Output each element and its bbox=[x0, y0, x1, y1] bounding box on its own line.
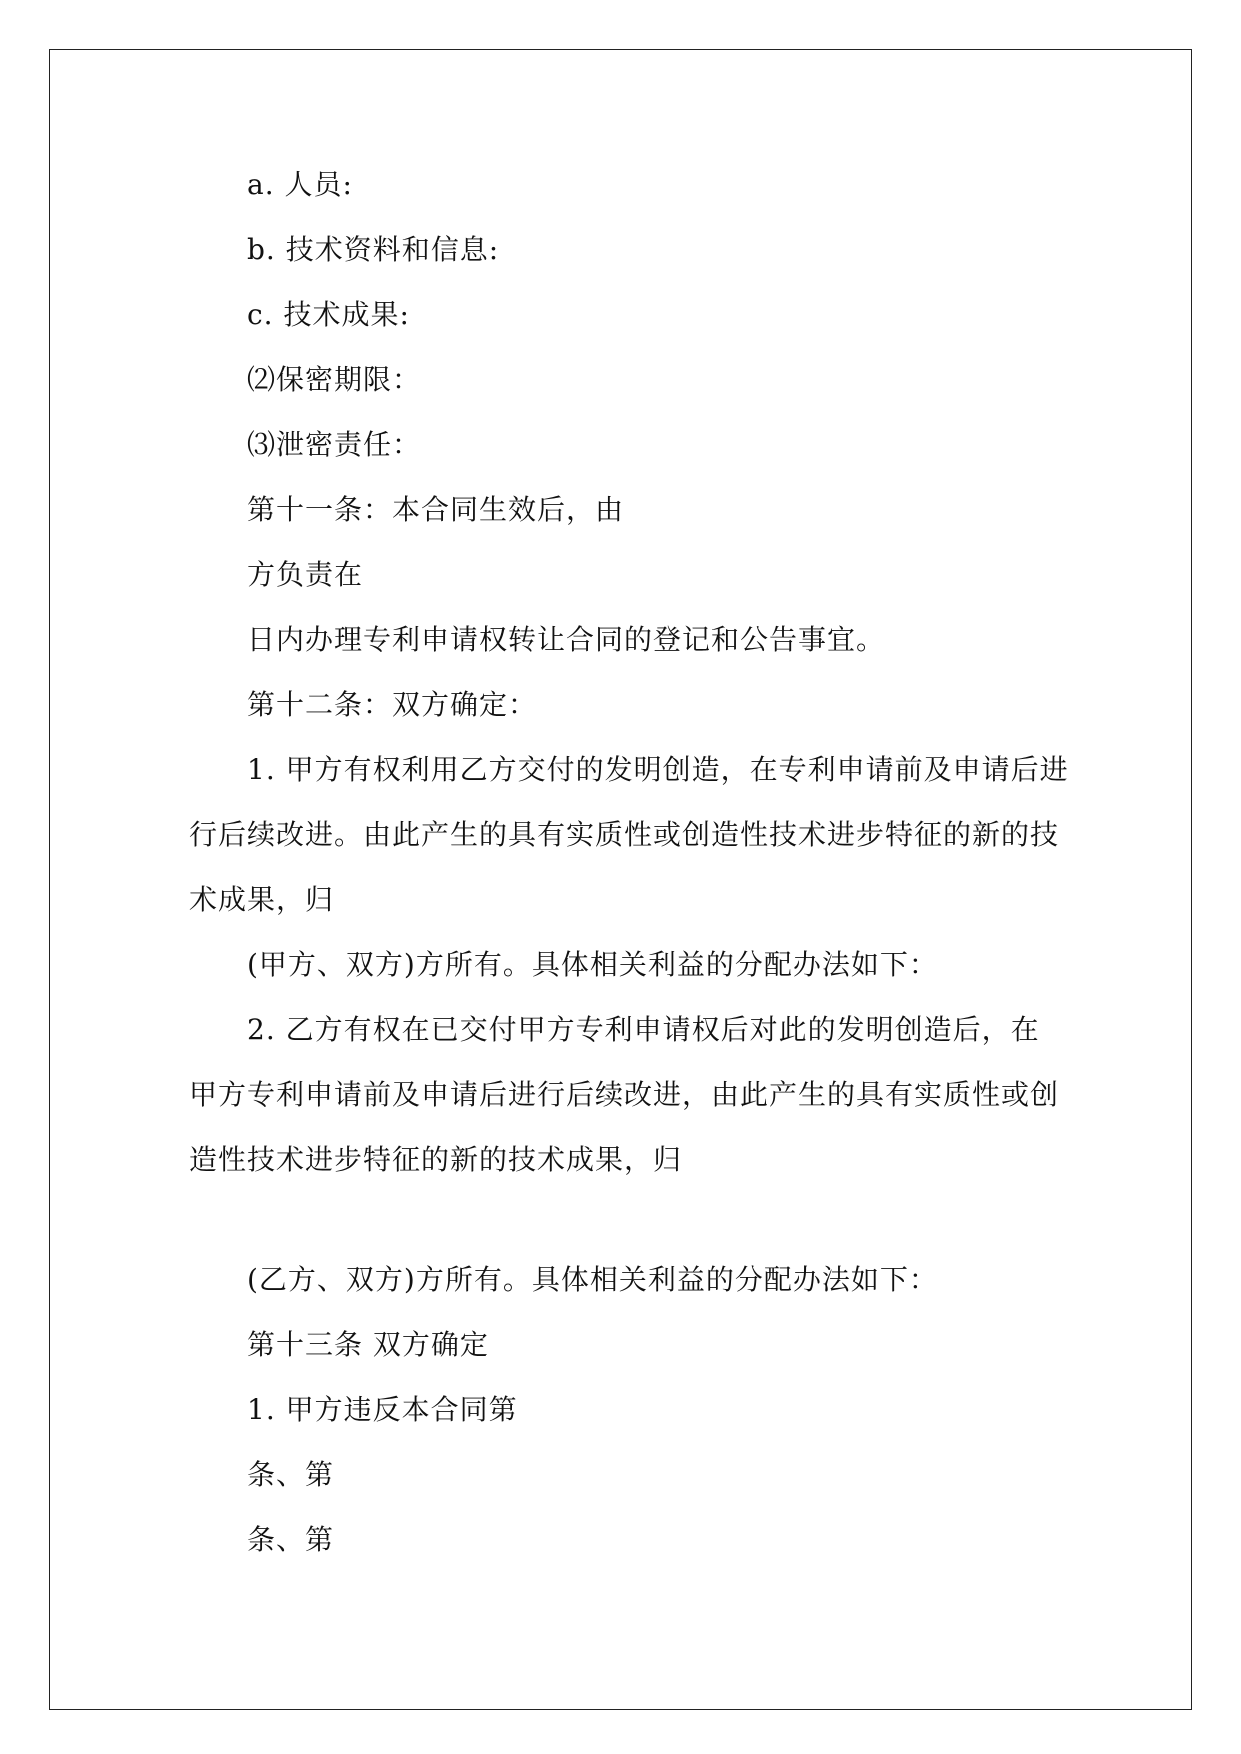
text-line-personnel: a. 人员: bbox=[247, 168, 353, 201]
text-line-clause-1-c: 术成果，归 bbox=[189, 883, 335, 916]
text-line-clause-2-b: 甲方专利申请前及申请后进行后续改进，由此产生的具有实质性或创 bbox=[189, 1078, 1060, 1111]
text-line-clause-13-1: 1. 甲方违反本合同第 bbox=[247, 1393, 518, 1426]
text-line-party-responsible: 方负责在 bbox=[247, 558, 364, 591]
article-13-heading: 第十三条 双方确定 bbox=[247, 1328, 489, 1361]
text-line-clause-ref-2: 条、第 bbox=[247, 1523, 335, 1556]
page-border bbox=[49, 49, 1192, 1710]
text-line-clause-ref-1: 条、第 bbox=[247, 1458, 335, 1491]
text-line-clause-2-a: 2. 乙方有权在已交付甲方专利申请权后对此的发明创造后，在 bbox=[247, 1013, 1040, 1046]
text-line-clause-1-b: 行后续改进。由此产生的具有实质性或创造性技术进步特征的新的技 bbox=[189, 818, 1060, 851]
text-line-confidentiality-period: ⑵保密期限： bbox=[247, 363, 422, 396]
article-11-heading: 第十一条：本合同生效后，由 bbox=[247, 493, 625, 526]
article-12-heading: 第十二条：双方确定： bbox=[247, 688, 538, 721]
text-line-technical-results: c. 技术成果: bbox=[247, 298, 410, 331]
text-line-registration: 日内办理专利申请权转让合同的登记和公告事宜。 bbox=[247, 623, 886, 656]
text-line-clause-1-a: 1. 甲方有权利用乙方交付的发明创造，在专利申请前及申请后进 bbox=[247, 753, 1069, 786]
text-line-clause-2-ownership: (乙方、双方)方所有。具体相关利益的分配办法如下： bbox=[247, 1263, 938, 1296]
text-line-clause-2-c: 造性技术进步特征的新的技术成果，归 bbox=[189, 1143, 683, 1176]
text-line-technical-info: b. 技术资料和信息: bbox=[247, 233, 500, 266]
text-line-leak-liability: ⑶泄密责任： bbox=[247, 428, 422, 461]
text-line-clause-1-ownership: (甲方、双方)方所有。具体相关利益的分配办法如下： bbox=[247, 948, 938, 981]
